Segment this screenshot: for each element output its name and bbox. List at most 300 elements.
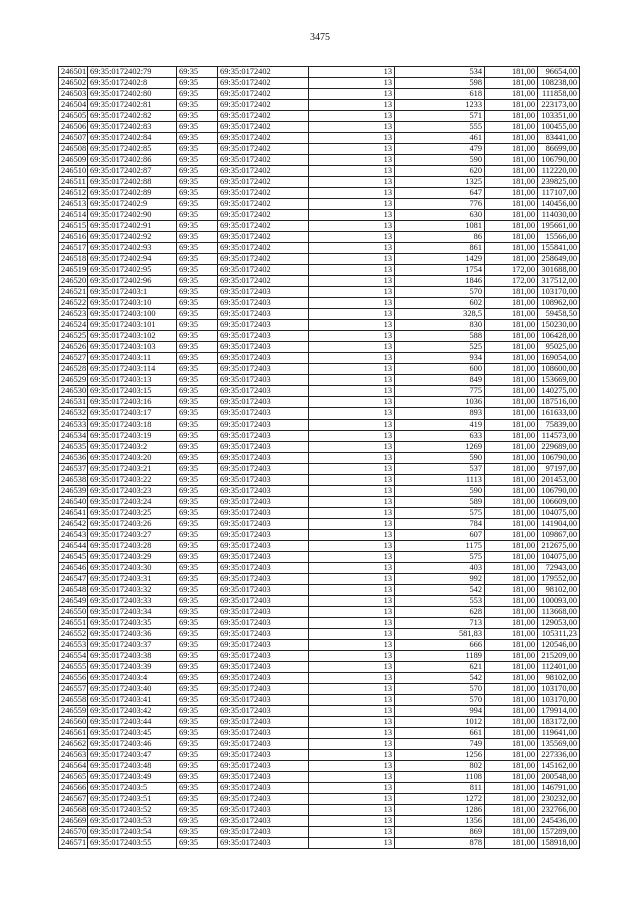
table-row [59,199,580,210]
cell-cost: 98102,00 [538,672,580,683]
cell-quarter-number: 69:35:0172403 [218,639,309,650]
cell-area: 1846 [395,276,485,287]
cell-category-code: 13 [309,463,395,474]
cell-record-number: 246556 [59,672,88,683]
cell-record-number: 246509 [59,155,88,166]
table-row [59,67,580,78]
cell-cadastral-number: 69:35:0172402:88 [88,177,177,188]
cell-rate: 181,00 [485,496,538,507]
cell-category-code: 13 [309,100,395,111]
cell-record-number: 246535 [59,441,88,452]
cell-district-code: 69:35 [177,265,218,276]
cell-district-code: 69:35 [177,144,218,155]
cell-district-code: 69:35 [177,485,218,496]
table-row [59,716,580,727]
cell-category-code: 13 [309,584,395,595]
cell-district-code: 69:35 [177,694,218,705]
cell-cost: 106609,00 [538,496,580,507]
table-row [59,386,580,397]
cell-record-number: 246555 [59,661,88,672]
cell-cadastral-number: 69:35:0172403:21 [88,463,177,474]
cell-cadastral-number: 69:35:0172402:86 [88,155,177,166]
cell-district-code: 69:35 [177,463,218,474]
cell-quarter-number: 69:35:0172403 [218,298,309,309]
cell-record-number: 246527 [59,353,88,364]
table-row [59,562,580,573]
cell-quarter-number: 69:35:0172403 [218,375,309,386]
cell-record-number: 246563 [59,749,88,760]
cell-area: 1081 [395,221,485,232]
cell-quarter-number: 69:35:0172403 [218,551,309,562]
cell-record-number: 246531 [59,397,88,408]
table-row [59,838,580,849]
cell-category-code: 13 [309,805,395,816]
cell-record-number: 246528 [59,364,88,375]
table-row [59,783,580,794]
cell-category-code: 13 [309,166,395,177]
cell-record-number: 246567 [59,794,88,805]
cell-cadastral-number: 69:35:0172403:38 [88,650,177,661]
cell-category-code: 13 [309,111,395,122]
cell-rate: 181,00 [485,595,538,606]
cell-cadastral-number: 69:35:0172402:9 [88,199,177,210]
cell-quarter-number: 69:35:0172402 [218,155,309,166]
cell-cadastral-number: 69:35:0172403:15 [88,386,177,397]
cell-rate: 181,00 [485,772,538,783]
cell-district-code: 69:35 [177,529,218,540]
cell-cost: 146791,00 [538,783,580,794]
cell-cadastral-number: 69:35:0172403:51 [88,794,177,805]
cell-cadastral-number: 69:35:0172403:49 [88,772,177,783]
cell-quarter-number: 69:35:0172402 [218,276,309,287]
cell-area: 633 [395,430,485,441]
cell-district-code: 69:35 [177,749,218,760]
cell-area: 1429 [395,254,485,265]
cell-quarter-number: 69:35:0172402 [218,243,309,254]
cell-area: 647 [395,188,485,199]
cell-cost: 108962,00 [538,298,580,309]
cell-record-number: 246503 [59,89,88,100]
cell-category-code: 13 [309,155,395,166]
cell-area: 1256 [395,749,485,760]
table-row [59,805,580,816]
cell-rate: 181,00 [485,67,538,78]
cell-category-code: 13 [309,122,395,133]
cell-cost: 96654,00 [538,67,580,78]
cell-cost: 227336,00 [538,749,580,760]
cell-cadastral-number: 69:35:0172403:1 [88,287,177,298]
cell-area: 555 [395,122,485,133]
cell-rate: 181,00 [485,650,538,661]
cell-record-number: 246515 [59,221,88,232]
table-row [59,298,580,309]
cell-area: 776 [395,199,485,210]
cell-category-code: 13 [309,496,395,507]
cell-record-number: 246568 [59,805,88,816]
cell-cadastral-number: 69:35:0172403:52 [88,805,177,816]
cell-cadastral-number: 69:35:0172402:79 [88,67,177,78]
cell-area: 811 [395,783,485,794]
table-row [59,485,580,496]
cell-quarter-number: 69:35:0172403 [218,430,309,441]
cell-category-code: 13 [309,144,395,155]
cell-rate: 181,00 [485,794,538,805]
cell-area: 479 [395,144,485,155]
cell-record-number: 246533 [59,419,88,430]
cell-quarter-number: 69:35:0172403 [218,474,309,485]
cell-rate: 181,00 [485,210,538,221]
cell-area: 553 [395,595,485,606]
cell-cadastral-number: 69:35:0172402:83 [88,122,177,133]
cell-quarter-number: 69:35:0172403 [218,309,309,320]
cell-record-number: 246504 [59,100,88,111]
cell-quarter-number: 69:35:0172402 [218,67,309,78]
cell-record-number: 246532 [59,408,88,419]
cell-rate: 181,00 [485,672,538,683]
cell-rate: 181,00 [485,419,538,430]
cell-cost: 109867,00 [538,529,580,540]
cell-rate: 181,00 [485,298,538,309]
cell-cost: 108600,00 [538,364,580,375]
cell-rate: 181,00 [485,353,538,364]
cell-quarter-number: 69:35:0172403 [218,749,309,760]
cell-area: 525 [395,342,485,353]
cell-district-code: 69:35 [177,342,218,353]
cell-record-number: 246508 [59,144,88,155]
cell-cost: 86699,00 [538,144,580,155]
table-row [59,364,580,375]
cell-cost: 104075,00 [538,551,580,562]
cell-district-code: 69:35 [177,474,218,485]
cell-district-code: 69:35 [177,838,218,849]
cell-quarter-number: 69:35:0172403 [218,562,309,573]
cell-area: 1325 [395,177,485,188]
cell-category-code: 13 [309,265,395,276]
cell-cost: 95025,00 [538,342,580,353]
cell-rate: 181,00 [485,749,538,760]
cell-district-code: 69:35 [177,716,218,727]
table-row [59,672,580,683]
cell-rate: 181,00 [485,760,538,771]
cell-district-code: 69:35 [177,441,218,452]
cell-quarter-number: 69:35:0172403 [218,794,309,805]
cell-cadastral-number: 69:35:0172403:33 [88,595,177,606]
cell-rate: 172,00 [485,265,538,276]
cell-record-number: 246522 [59,298,88,309]
cell-quarter-number: 69:35:0172402 [218,210,309,221]
cell-category-code: 13 [309,562,395,573]
cell-cost: 200548,00 [538,772,580,783]
cell-area: 749 [395,738,485,749]
cell-rate: 181,00 [485,783,538,794]
cell-category-code: 13 [309,397,395,408]
cell-cost: 103170,00 [538,287,580,298]
cell-cadastral-number: 69:35:0172403:19 [88,430,177,441]
cell-category-code: 13 [309,254,395,265]
cell-district-code: 69:35 [177,122,218,133]
cell-area: 598 [395,78,485,89]
cell-quarter-number: 69:35:0172402 [218,221,309,232]
cell-record-number: 246521 [59,287,88,298]
cell-category-code: 13 [309,772,395,783]
cell-cost: 83441,00 [538,133,580,144]
cell-rate: 181,00 [485,441,538,452]
table-row [59,441,580,452]
cell-area: 581,83 [395,628,485,639]
cell-category-code: 13 [309,749,395,760]
cell-quarter-number: 69:35:0172403 [218,727,309,738]
table-row [59,727,580,738]
cell-district-code: 69:35 [177,232,218,243]
cell-category-code: 13 [309,794,395,805]
cell-quarter-number: 69:35:0172403 [218,816,309,827]
cell-district-code: 69:35 [177,364,218,375]
table-row [59,694,580,705]
table-row [59,738,580,749]
cell-record-number: 246538 [59,474,88,485]
cell-area: 1189 [395,650,485,661]
cell-rate: 181,00 [485,529,538,540]
cell-cost: 15566,00 [538,232,580,243]
cell-quarter-number: 69:35:0172403 [218,364,309,375]
cell-category-code: 13 [309,760,395,771]
cell-district-code: 69:35 [177,188,218,199]
cell-rate: 181,00 [485,199,538,210]
cell-cadastral-number: 69:35:0172402:85 [88,144,177,155]
cell-category-code: 13 [309,705,395,716]
cell-area: 849 [395,375,485,386]
table-row [59,430,580,441]
cell-quarter-number: 69:35:0172403 [218,342,309,353]
cell-rate: 181,00 [485,573,538,584]
table-row [59,331,580,342]
cell-rate: 181,00 [485,309,538,320]
cell-cost: 117107,00 [538,188,580,199]
cell-cost: 112401,00 [538,661,580,672]
cell-district-code: 69:35 [177,298,218,309]
cell-area: 607 [395,529,485,540]
cell-cadastral-number: 69:35:0172403:11 [88,353,177,364]
cell-district-code: 69:35 [177,617,218,628]
cell-record-number: 246542 [59,518,88,529]
table-row [59,661,580,672]
cell-cadastral-number: 69:35:0172403:44 [88,716,177,727]
cell-area: 1036 [395,397,485,408]
cell-cost: 111858,00 [538,89,580,100]
cell-quarter-number: 69:35:0172403 [218,485,309,496]
cell-record-number: 246539 [59,485,88,496]
cell-category-code: 13 [309,408,395,419]
cell-cadastral-number: 69:35:0172403:42 [88,705,177,716]
cell-category-code: 13 [309,727,395,738]
table-row [59,551,580,562]
cell-area: 878 [395,838,485,849]
cell-cadastral-number: 69:35:0172403:26 [88,518,177,529]
cell-category-code: 13 [309,232,395,243]
cell-record-number: 246560 [59,716,88,727]
table-row [59,210,580,221]
table-row [59,705,580,716]
cell-cadastral-number: 69:35:0172403:100 [88,309,177,320]
cell-area: 542 [395,672,485,683]
cell-record-number: 246525 [59,331,88,342]
cell-district-code: 69:35 [177,816,218,827]
cell-record-number: 246505 [59,111,88,122]
cell-cadastral-number: 69:35:0172403:20 [88,452,177,463]
cell-record-number: 246514 [59,210,88,221]
cell-rate: 181,00 [485,430,538,441]
cell-cadastral-number: 69:35:0172403:48 [88,760,177,771]
cell-area: 403 [395,562,485,573]
cell-district-code: 69:35 [177,452,218,463]
cell-area: 571 [395,111,485,122]
cell-district-code: 69:35 [177,309,218,320]
cell-area: 570 [395,694,485,705]
cell-cadastral-number: 69:35:0172402:96 [88,276,177,287]
cell-quarter-number: 69:35:0172403 [218,518,309,529]
cell-record-number: 246562 [59,738,88,749]
cell-district-code: 69:35 [177,827,218,838]
table-row [59,221,580,232]
cell-cadastral-number: 69:35:0172403:36 [88,628,177,639]
cell-record-number: 246537 [59,463,88,474]
cell-record-number: 246534 [59,430,88,441]
table-row [59,188,580,199]
table-row [59,254,580,265]
cell-quarter-number: 69:35:0172402 [218,133,309,144]
cell-cadastral-number: 69:35:0172402:80 [88,89,177,100]
table-row [59,452,580,463]
cell-area: 1356 [395,816,485,827]
table-row [59,375,580,386]
cell-rate: 181,00 [485,155,538,166]
cell-cadastral-number: 69:35:0172403:16 [88,397,177,408]
cell-district-code: 69:35 [177,353,218,364]
cell-rate: 181,00 [485,716,538,727]
table-row [59,496,580,507]
cell-cost: 129053,00 [538,617,580,628]
cell-quarter-number: 69:35:0172403 [218,573,309,584]
cell-rate: 181,00 [485,474,538,485]
table-row [59,474,580,485]
cell-cadastral-number: 69:35:0172403:27 [88,529,177,540]
cell-district-code: 69:35 [177,166,218,177]
table-row [59,89,580,100]
cell-cadastral-number: 69:35:0172403:32 [88,584,177,595]
cell-rate: 181,00 [485,408,538,419]
cell-rate: 181,00 [485,562,538,573]
cell-rate: 181,00 [485,232,538,243]
cell-cadastral-number: 69:35:0172402:94 [88,254,177,265]
table-row [59,320,580,331]
cell-quarter-number: 69:35:0172403 [218,595,309,606]
cell-category-code: 13 [309,353,395,364]
cell-area: 830 [395,320,485,331]
table-row [59,584,580,595]
cell-area: 575 [395,507,485,518]
cell-quarter-number: 69:35:0172402 [218,177,309,188]
cell-district-code: 69:35 [177,639,218,650]
cell-district-code: 69:35 [177,661,218,672]
cell-cadastral-number: 69:35:0172403:34 [88,606,177,617]
cell-cost: 212675,00 [538,540,580,551]
cell-quarter-number: 69:35:0172403 [218,386,309,397]
cell-cadastral-number: 69:35:0172403:10 [88,298,177,309]
cell-cadastral-number: 69:35:0172403:22 [88,474,177,485]
cell-cadastral-number: 69:35:0172403:28 [88,540,177,551]
cell-area: 713 [395,617,485,628]
page-number: 3475 [310,32,330,43]
cell-rate: 172,00 [485,276,538,287]
cell-record-number: 246558 [59,694,88,705]
cell-district-code: 69:35 [177,705,218,716]
cell-district-code: 69:35 [177,386,218,397]
cell-rate: 181,00 [485,397,538,408]
cell-category-code: 13 [309,518,395,529]
cell-category-code: 13 [309,221,395,232]
cell-record-number: 246512 [59,188,88,199]
cell-category-code: 13 [309,342,395,353]
cell-quarter-number: 69:35:0172403 [218,827,309,838]
cell-district-code: 69:35 [177,805,218,816]
cell-rate: 181,00 [485,584,538,595]
cell-cadastral-number: 69:35:0172402:89 [88,188,177,199]
cell-district-code: 69:35 [177,287,218,298]
table-row [59,100,580,111]
cell-cost: 112220,00 [538,166,580,177]
cell-cost: 239825,00 [538,177,580,188]
cell-rate: 181,00 [485,606,538,617]
cell-cost: 106790,00 [538,452,580,463]
cell-quarter-number: 69:35:0172403 [218,441,309,452]
cell-rate: 181,00 [485,738,538,749]
cell-district-code: 69:35 [177,783,218,794]
cell-category-code: 13 [309,430,395,441]
cell-cadastral-number: 69:35:0172403:18 [88,419,177,430]
cell-category-code: 13 [309,628,395,639]
cell-cadastral-number: 69:35:0172403:40 [88,683,177,694]
cell-district-code: 69:35 [177,419,218,430]
table-row [59,617,580,628]
cell-cost: 179914,00 [538,705,580,716]
cell-rate: 181,00 [485,639,538,650]
cell-record-number: 246559 [59,705,88,716]
cell-category-code: 13 [309,210,395,221]
cell-cadastral-number: 69:35:0172402:92 [88,232,177,243]
cell-area: 86 [395,232,485,243]
cell-area: 1286 [395,805,485,816]
cell-rate: 181,00 [485,287,538,298]
cell-quarter-number: 69:35:0172403 [218,650,309,661]
cell-area: 994 [395,705,485,716]
cell-record-number: 246545 [59,551,88,562]
cell-cadastral-number: 69:35:0172403:5 [88,783,177,794]
cell-record-number: 246517 [59,243,88,254]
cell-district-code: 69:35 [177,606,218,617]
cell-cost: 120546,00 [538,639,580,650]
cell-record-number: 246549 [59,595,88,606]
cell-district-code: 69:35 [177,584,218,595]
cell-quarter-number: 69:35:0172402 [218,232,309,243]
cell-record-number: 246518 [59,254,88,265]
cell-category-code: 13 [309,364,395,375]
cell-quarter-number: 69:35:0172403 [218,452,309,463]
cell-rate: 181,00 [485,551,538,562]
cell-record-number: 246554 [59,650,88,661]
table-row [59,309,580,320]
cell-cadastral-number: 69:35:0172402:84 [88,133,177,144]
cell-cost: 150230,00 [538,320,580,331]
